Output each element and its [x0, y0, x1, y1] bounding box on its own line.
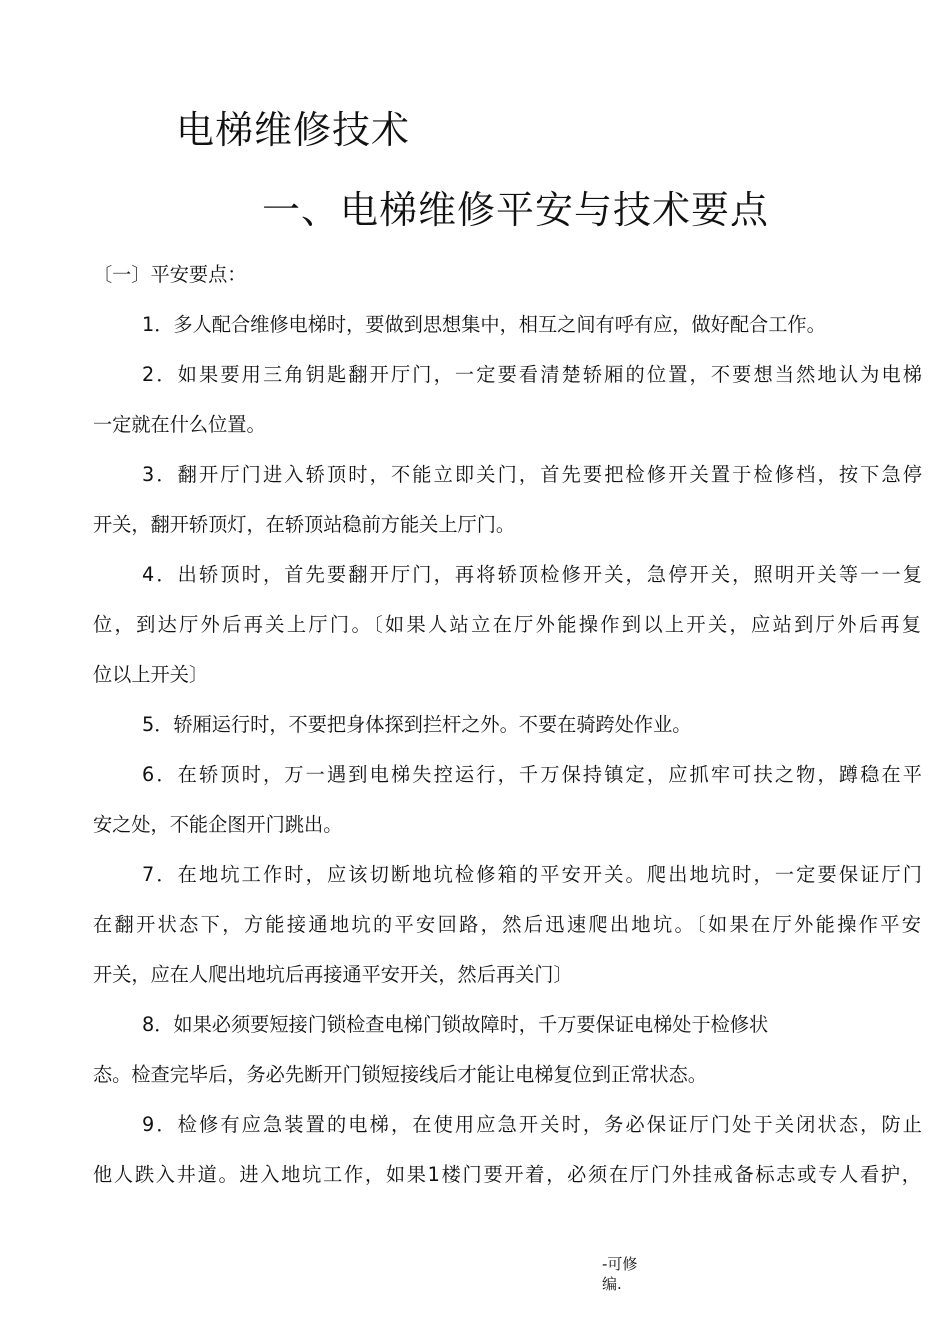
- paragraph-6-line-2: 安之处，不能企图开门跳出。: [93, 813, 343, 836]
- paragraph-2-line-1: 2．如果要用三角钥匙翻开厅门，一定要看清楚轿厢的位置，不要想当然地认为电梯: [142, 363, 922, 386]
- paragraph-9-line-2: 他人跌入井道。进入地坑工作，如果1楼门要开着，必须在厅门外挂戒备标志或专人看护，: [93, 1163, 921, 1186]
- subsection-heading: 〔一〕平安要点：: [93, 263, 247, 286]
- paragraph-4-line-1: 4．出轿顶时，首先要翻开厅门，再将轿顶检修开关，急停开关，照明开关等一一复: [142, 563, 922, 586]
- paragraph-6-line-1: 6．在轿顶时，万一遇到电梯失控运行，千万保持镇定，应抓牢可扶之物，蹲稳在平: [142, 763, 922, 786]
- paragraph-3-line-1: 3．翻开厅门进入轿顶时，不能立即关门，首先要把检修开关置于检修档，按下急停: [142, 463, 922, 486]
- paragraph-4-line-2: 位，到达厅外后再关上厅门。〔如果人站立在厅外能操作到以上开关，应站到厅外后再复: [93, 613, 921, 636]
- paragraph-4-line-3: 位以上开关〕: [93, 663, 209, 686]
- paragraph-2-line-2: 一定就在什么位置。: [93, 413, 266, 436]
- paragraph-7-line-3: 开关，应在人爬出地坑后再接通平安开关，然后再关门〕: [93, 963, 573, 986]
- paragraph-5-line-1: 5．轿厢运行时，不要把身体探到拦杆之外。不要在骑跨处作业。: [142, 713, 692, 736]
- paragraph-8-line-1: 8．如果必须要短接门锁检查电梯门锁故障时，千万要保证电梯处于检修状: [142, 1013, 769, 1036]
- document-title: 电梯维修技术: [176, 108, 411, 152]
- paragraph-7-line-1: 7．在地坑工作时，应该切断地坑检修箱的平安开关。爬出地坑时，一定要保证厅门: [142, 863, 922, 886]
- paragraph-1-line-1: 1．多人配合维修电梯时，要做到思想集中，相互之间有呼有应，做好配合工作。: [142, 313, 826, 336]
- paragraph-3-line-2: 开关，翻开轿顶灯，在轿顶站稳前方能关上厅门。: [93, 513, 516, 536]
- paragraph-8-line-2: 态。检查完毕后，务必先断开门锁短接线后才能让电梯复位到正常状态。: [93, 1063, 707, 1086]
- footer-editable-note-line-1: -可修: [602, 1255, 638, 1273]
- paragraph-7-line-2: 在翻开状态下，方能接通地坑的平安回路，然后迅速爬出地坑。〔如果在厅外能操作平安: [93, 913, 921, 936]
- section-title: 一、电梯维修平安与技术要点: [262, 188, 770, 232]
- footer-editable-note-line-2: 编.: [602, 1275, 622, 1293]
- paragraph-9-line-1: 9．检修有应急装置的电梯，在使用应急开关时，务必保证厅门处于关闭状态，防止: [142, 1113, 922, 1136]
